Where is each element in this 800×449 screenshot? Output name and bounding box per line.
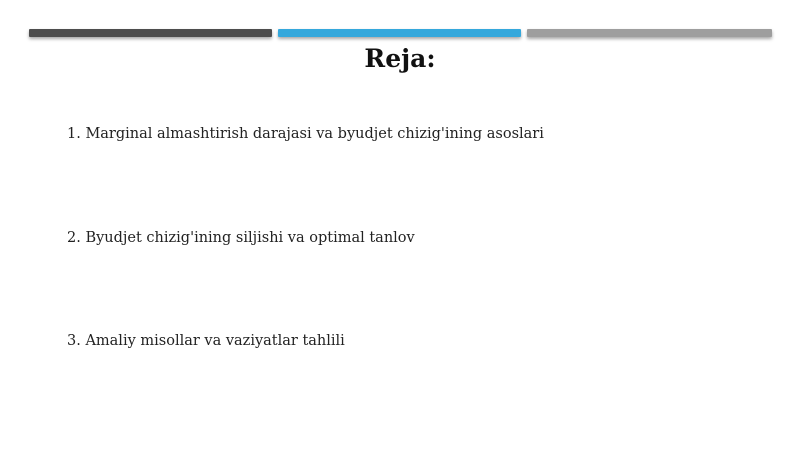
agenda-item-2: 2. Byudjet chizig'ining siljishi va optimal tanlov (67, 230, 415, 246)
decorative-bar-blue (278, 29, 521, 37)
slide-title: Reja: (364, 44, 436, 73)
agenda-item-1: 1. Marginal almashtirish darajasi va byudjet chizig'ining asoslari (67, 126, 544, 142)
agenda-item-3: 3. Amaliy misollar va vaziyatlar tahlili (67, 333, 345, 349)
decorative-bar-gray (527, 29, 772, 37)
decorative-bar-dark (29, 29, 272, 37)
header-decoration-bars (29, 29, 772, 39)
